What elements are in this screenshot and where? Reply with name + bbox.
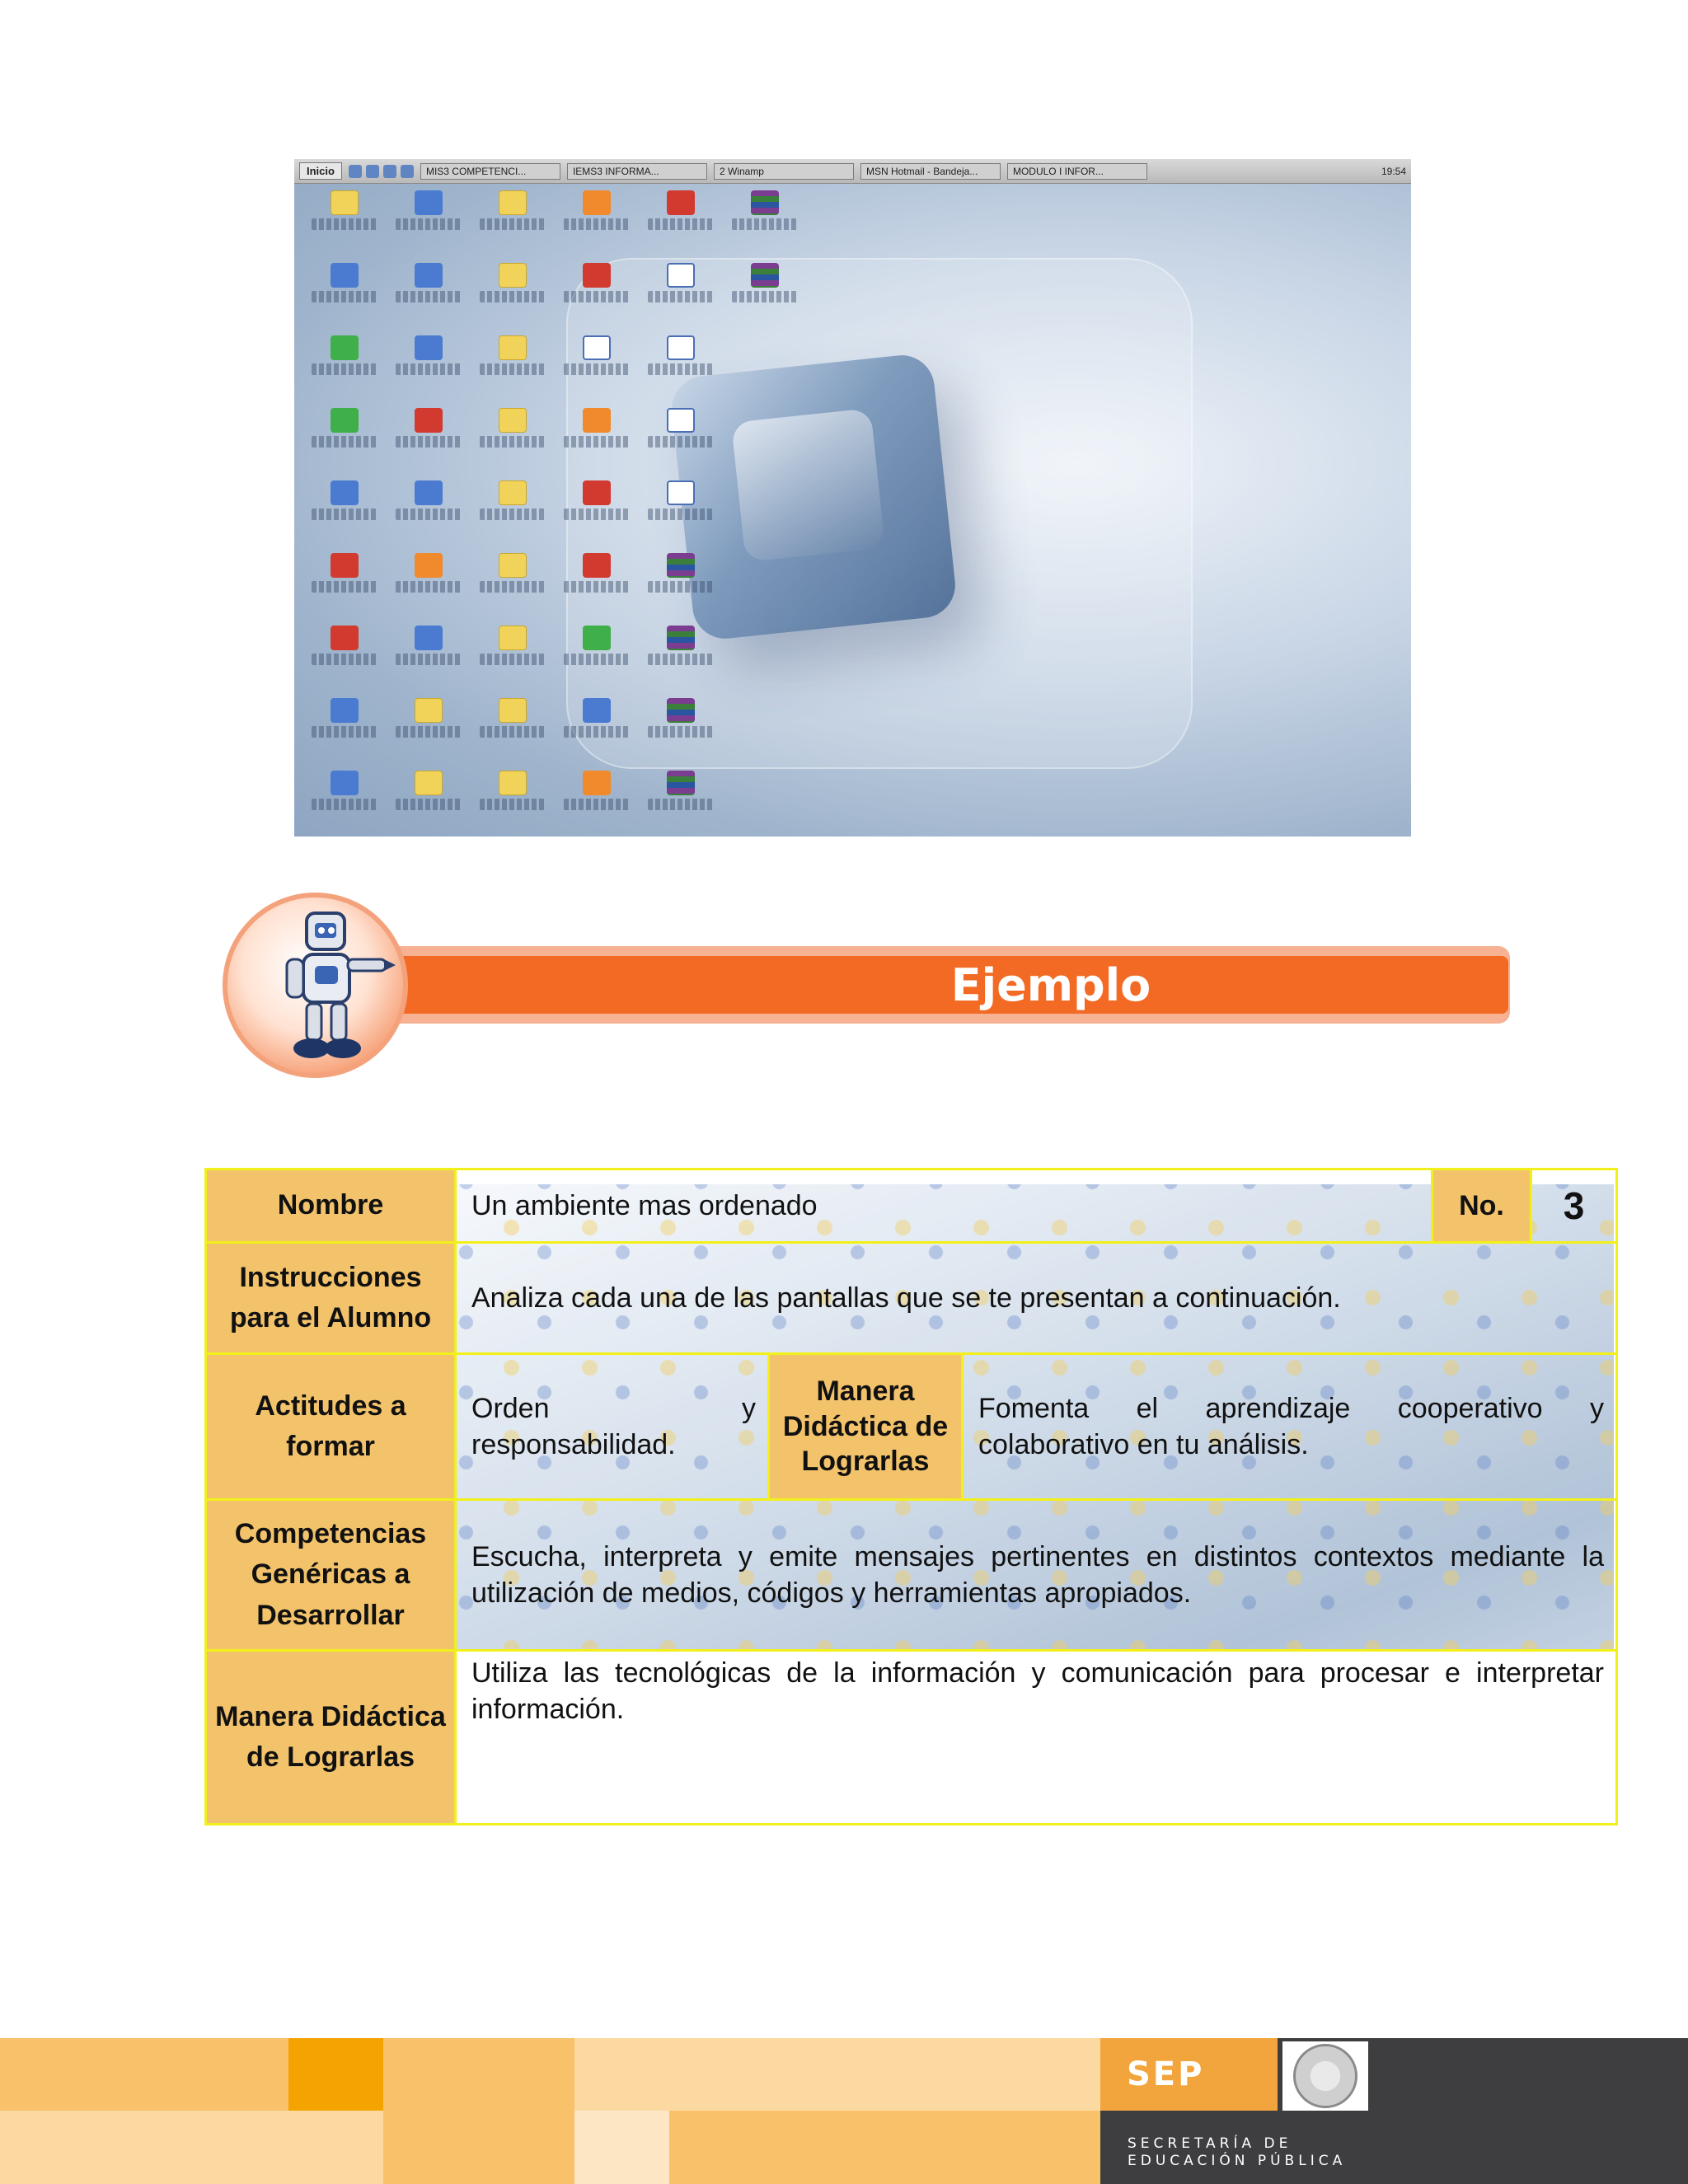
instrucciones-value: Analiza cada una de las pantallas que se te presentan a continuación. — [456, 1243, 1617, 1354]
desktop-icon — [471, 480, 555, 553]
taskbar — [294, 159, 1411, 184]
footer-block — [669, 2111, 1100, 2184]
competencias-value: Escucha, interpreta y emite mensajes pertinentes en distintos contextos mediante la utilización de medios, códigos y herramientas apropiados. — [456, 1500, 1617, 1651]
desktop-icon — [302, 771, 387, 837]
desktop-icon — [723, 480, 807, 553]
activity-table — [204, 1168, 1618, 1825]
nombre-label: Nombre — [206, 1169, 456, 1243]
desktop-screenshot — [294, 159, 1411, 837]
desktop-icon — [639, 771, 723, 837]
desktop-icon — [723, 190, 807, 263]
desktop-icon — [387, 408, 471, 480]
desktop-icon — [471, 408, 555, 480]
footer-block — [574, 2038, 1100, 2111]
desktop-icon — [302, 626, 387, 698]
desktop-icon — [302, 263, 387, 335]
footer — [0, 2038, 1688, 2184]
table-row — [206, 1169, 1617, 1243]
activity-table-container — [204, 1168, 1615, 1823]
desktop-icon — [723, 626, 807, 698]
footer-block — [0, 2038, 288, 2111]
footer-block — [574, 2111, 669, 2184]
banner-title: Ejemplo — [950, 958, 1151, 1011]
desktop-icon — [302, 480, 387, 553]
desktop-icon — [302, 553, 387, 626]
desktop-icon — [387, 335, 471, 408]
desktop-icon — [555, 408, 639, 480]
taskbar-task: 2 Winamp — [714, 163, 854, 180]
desktop-icon — [723, 335, 807, 408]
table-row — [206, 1500, 1617, 1651]
desktop-icon — [555, 263, 639, 335]
actitudes-label: Actitudes a formar — [206, 1354, 456, 1500]
manera-didactica-label: Manera Didáctica de Lograrlas — [206, 1651, 456, 1825]
robot-mascot-icon — [264, 907, 396, 1063]
desktop-icon — [387, 771, 471, 837]
desktop-icon — [387, 553, 471, 626]
desktop-icon — [471, 771, 555, 837]
footer-block — [0, 2111, 383, 2184]
desktop-icon — [723, 771, 807, 837]
desktop-icon — [387, 626, 471, 698]
table-row — [206, 1243, 1617, 1354]
desktop-icon — [639, 408, 723, 480]
desktop-icon — [387, 190, 471, 263]
desktop-icon — [302, 698, 387, 771]
desktop-icon — [471, 335, 555, 408]
desktop-icon — [555, 335, 639, 408]
footer-block — [383, 2111, 574, 2184]
sep-name — [1128, 2135, 1346, 2170]
sep-name-line2: EDUCACIÓN PÚBLICA — [1128, 2153, 1347, 2169]
desktop-icon — [723, 408, 807, 480]
manera-didactica-inline-label: Manera Didáctica de Lograrlas — [769, 1354, 963, 1500]
start-button: Inicio — [299, 162, 342, 180]
sep-name-line1: SECRETARÍA DE — [1128, 2135, 1292, 2152]
desktop-icon — [639, 626, 723, 698]
table-row — [206, 1354, 1617, 1500]
desktop-icon — [639, 480, 723, 553]
quick-launch-icons — [349, 165, 414, 178]
sep-logo-box — [1100, 2038, 1278, 2111]
desktop-icon — [639, 698, 723, 771]
taskbar-task: MIS3 COMPETENCI... — [420, 163, 560, 180]
desktop-icon — [723, 553, 807, 626]
nombre-value: Un ambiente mas ordenado — [456, 1169, 1432, 1243]
taskbar-task: IEMS3 INFORMA... — [567, 163, 707, 180]
desktop-icon — [555, 190, 639, 263]
footer-block — [383, 2038, 574, 2111]
number-label: No. — [1432, 1169, 1531, 1243]
desktop-icon — [555, 553, 639, 626]
instrucciones-label: Instrucciones para el Alumno — [206, 1243, 456, 1354]
desktop-icon — [639, 553, 723, 626]
desktop-icon — [302, 190, 387, 263]
desktop-icon — [471, 626, 555, 698]
desktop-icon — [555, 771, 639, 837]
desktop-icon — [302, 335, 387, 408]
desktop-icon — [387, 698, 471, 771]
desktop-icon — [387, 480, 471, 553]
manera-didactica-inline-value: Fomenta el aprendizaje cooperativo y colaborativo en tu análisis. — [963, 1354, 1617, 1500]
taskbar-task: MODULO I INFOR... — [1007, 163, 1147, 180]
number-value: 3 — [1531, 1169, 1617, 1243]
desktop-icon — [471, 263, 555, 335]
desktop-icon — [723, 698, 807, 771]
desktop-icon — [471, 553, 555, 626]
actitudes-value: Orden y responsabilidad. — [456, 1354, 769, 1500]
desktop-icon-grid — [302, 190, 807, 837]
desktop-icon — [387, 263, 471, 335]
table-row — [206, 1651, 1617, 1825]
desktop-icon — [302, 408, 387, 480]
desktop-icon — [723, 263, 807, 335]
desktop-icon — [471, 190, 555, 263]
desktop-icon — [639, 335, 723, 408]
sep-logo: SEP — [1127, 2055, 1205, 2093]
desktop-icon — [639, 263, 723, 335]
footer-block — [288, 2038, 383, 2111]
taskbar-clock: 19:54 — [1381, 165, 1406, 177]
desktop-icon — [555, 626, 639, 698]
manera-didactica-value: Utiliza las tecnológicas de la información y comunicación para procesar e interpretar información. — [456, 1651, 1617, 1825]
desktop-icon — [639, 190, 723, 263]
mexico-seal-icon — [1282, 2041, 1368, 2111]
desktop-icon — [471, 698, 555, 771]
taskbar-task: MSN Hotmail - Bandeja... — [860, 163, 1001, 180]
desktop-icon — [555, 480, 639, 553]
banner — [387, 956, 1508, 1014]
desktop-icon — [555, 698, 639, 771]
competencias-label: Competencias Genéricas a Desarrollar — [206, 1500, 456, 1651]
